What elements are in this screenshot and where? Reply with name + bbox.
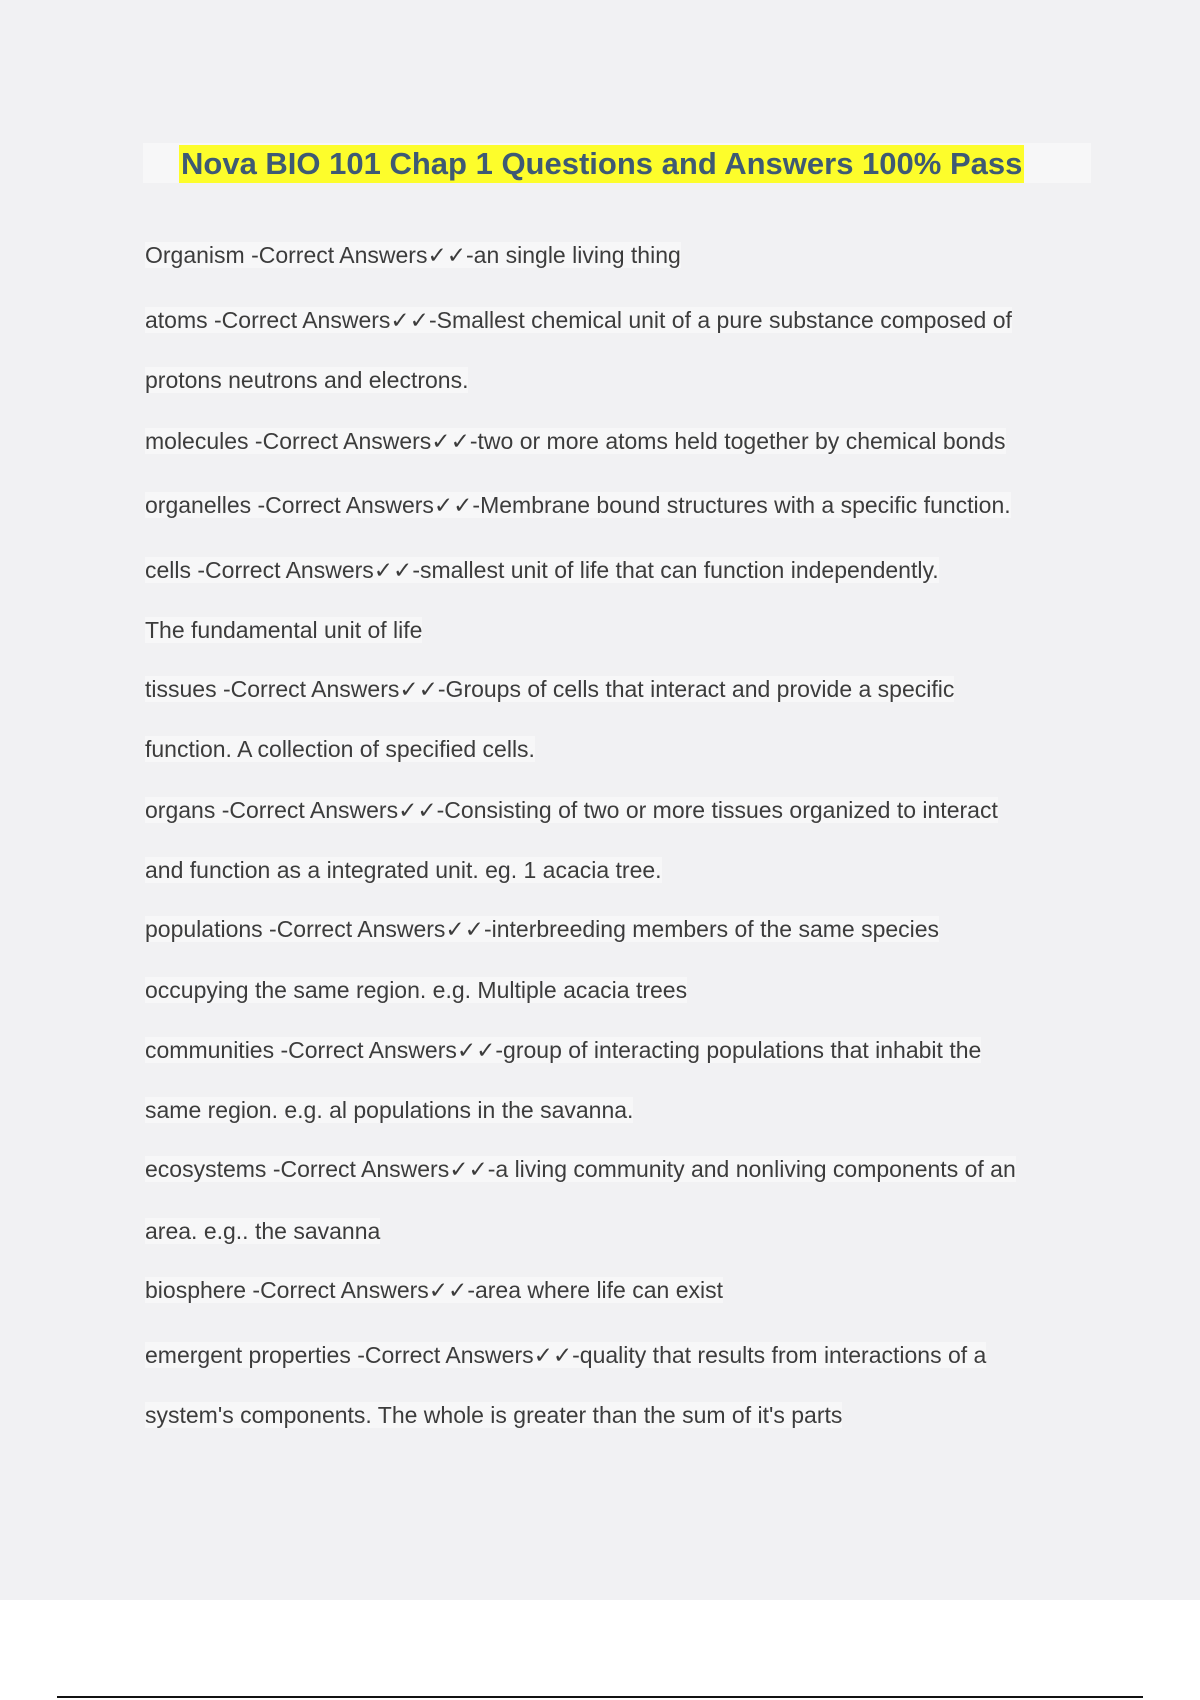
line-text: area. e.g.. the savanna [145,1218,381,1244]
text-line [145,489,1011,521]
line-text: same region. e.g. al populations in the savanna. [145,1097,634,1123]
line-text: ecosystems -Correct Answers✓✓-a living community and nonliving components of an [145,1156,1016,1182]
text-line [145,239,681,271]
text-line [145,673,954,705]
line-text: cells -Correct Answers✓✓-smallest unit of life that can function independently. [145,557,939,583]
line-text: organelles -Correct Answers✓✓-Membrane bound structures with a specific function. [145,492,1011,518]
line-text: communities -Correct Answers✓✓-group of interacting populations that inhabit the [145,1037,982,1063]
text-line [145,1153,1016,1185]
text-line [145,304,1012,336]
line-text: tissues -Correct Answers✓✓-Groups of cells that interact and provide a specific [145,676,955,702]
line-text: populations -Correct Answers✓✓-interbreeding members of the same species [145,916,940,942]
text-line [145,1094,633,1126]
line-text: and function as a integrated unit. eg. 1 acacia tree. [145,857,662,883]
footer-divider [57,1696,1143,1698]
line-text: molecules -Correct Answers✓✓-two or more atoms held together by chemical bonds [145,428,1006,454]
line-text: Organism -Correct Answers✓✓-an single living thing [145,242,681,268]
document-title: Nova BIO 101 Chap 1 Questions and Answers 100% Pass [181,146,1023,181]
line-text: system's components. The whole is greater than the sum of it's parts [145,1402,843,1428]
text-line [145,1274,723,1306]
text-line [145,614,422,646]
text-line [145,1339,986,1371]
text-line [145,1034,981,1066]
line-text: organs -Correct Answers✓✓-Consisting of two or more tissues organized to interact [145,797,998,823]
text-line [145,554,939,586]
text-line [145,1399,842,1431]
text-line [145,364,468,396]
text-line [145,733,535,765]
line-text: The fundamental unit of life [145,617,423,643]
line-text: protons neutrons and electrons. [145,367,469,393]
line-text: emergent properties -Correct Answers✓✓-quality that results from interactions of a [145,1342,987,1368]
line-text: function. A collection of specified cells. [145,736,535,762]
text-line [145,854,662,886]
text-line [145,974,687,1006]
text-line [145,1215,380,1247]
line-text: occupying the same region. e.g. Multiple acacia trees [145,977,688,1003]
line-text: biosphere -Correct Answers✓✓-area where life can exist [145,1277,723,1303]
text-line [145,425,1006,457]
line-text: atoms -Correct Answers✓✓-Smallest chemical unit of a pure substance composed of [145,307,1012,333]
text-line [145,913,939,945]
text-line [145,794,998,826]
